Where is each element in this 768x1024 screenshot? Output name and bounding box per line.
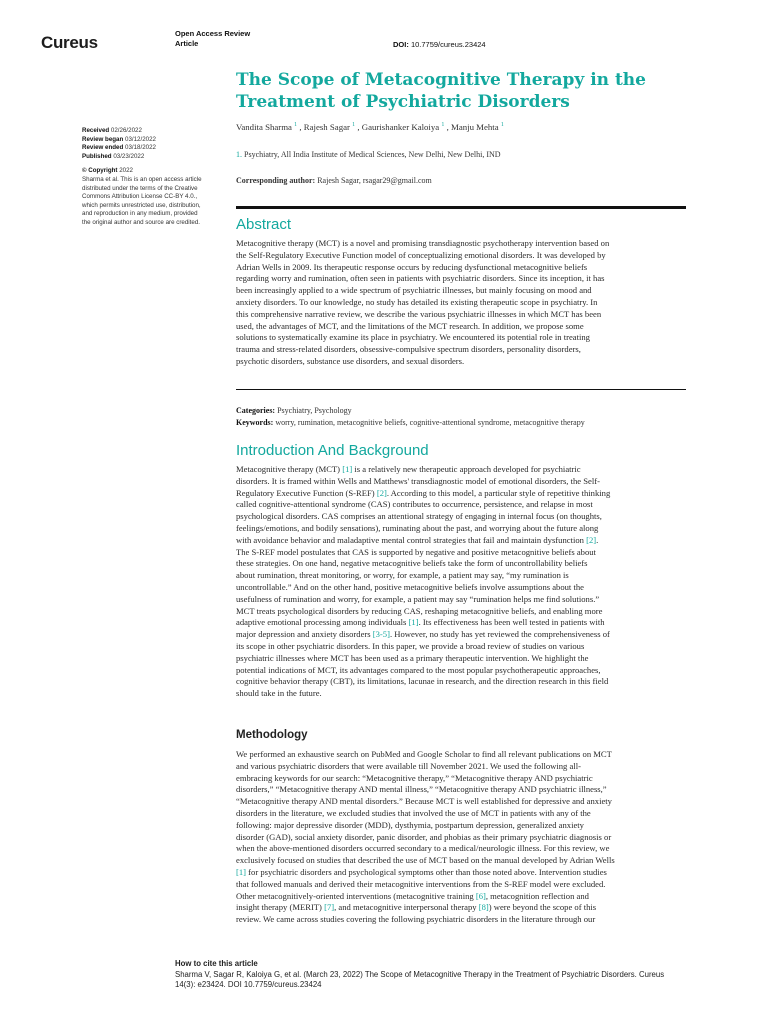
text-line: this comprehensive narrative review, we describe the various psychiatric illnesses in which MCT has been [236, 308, 602, 319]
text-line [236, 688, 686, 700]
received-row: Received 02/26/2022 [82, 127, 142, 134]
text-segment: embracing keywords for our search: “Metacognitive therapy,” “Metacognitive therapy AND psychiatric [236, 772, 593, 783]
text-line [236, 570, 686, 582]
text-segment: disorders in the literature, we excluded studies that involved the use of MCT in patients with any of the [236, 807, 591, 818]
author-name[interactable]: Gaurishanker Kaloiya [361, 122, 440, 132]
text-line: the Self-Regulatory Executive Function model of conceptualizing emotional disorders. It was developed by [236, 249, 606, 260]
divider [236, 206, 686, 209]
citation-line2: 14(3): e23424. DOI 10.7759/cureus.23424 [175, 980, 322, 989]
text-line [236, 879, 686, 891]
text-segment: review. We came across studies covering the following psychiatric disorders in the literature through our [236, 914, 596, 925]
text-segment: is a relatively new therapeutic approach developed for psychiatric [352, 464, 581, 474]
citation-heading: How to cite this article [175, 959, 258, 968]
text-segment: disorders. It is framed within Wells and Matthews' transdiagnostic model of emotional disorders, the Self- [236, 475, 600, 486]
article-type-line1: Open Access Review [175, 29, 251, 38]
text-segment: . However, no study has yet reviewed the comprehensiveness of [389, 629, 610, 640]
text-line [236, 594, 686, 606]
reference-link[interactable]: [7] [324, 902, 335, 913]
reference-link[interactable]: [2] [376, 487, 387, 498]
text-segment: psychiatric illnesses where MCT has been used as a primary therapeutic intervention. We highlight the [236, 652, 589, 663]
copyright-row: © Copyright 2022 [82, 167, 133, 175]
text-segment: with avoidance behavior and maladaptive mental control strategies that fail and maintain dysfunction [236, 534, 587, 545]
text-segment: , and metacognitive interpersonal therapy [334, 902, 479, 913]
text-segment: “Metacognitive therapy AND mental disorders.” Because MCT is well established for depressive and anxiety [236, 796, 612, 807]
text-segment: disorders,” “Metacognitive therapy AND mental illness,” “Metacognitive therapy AND psychiatric illness,” [236, 784, 607, 795]
text-segment: feelings/emotions, and bodily sensations), ruminating about the past, and worrying about the future along [236, 522, 599, 533]
author-name[interactable]: Rajesh Sagar [303, 122, 350, 132]
text-segment: , metacognition reflection and [485, 890, 589, 901]
text-line [236, 558, 686, 570]
text-segment: Metacognitive therapy (MCT) [236, 464, 343, 474]
text-segment: The S-REF model postulates that CAS is supported by negative and positive metacognitive beliefs about [236, 546, 596, 557]
text-segment: . [596, 534, 599, 545]
text-line: Metacognitive therapy (MCT) is a novel and promising transdiagnostic psychotherapy intervention based on [236, 238, 610, 248]
article-title: The Scope of Metacognitive Therapy in the Treatment of Psychiatric Disorders [236, 70, 646, 112]
abstract-heading: Abstract [236, 216, 292, 233]
text-line: been increasingly applied to a wide spectrum of psychiatric illnesses, but mainly focusing on mood and [236, 285, 592, 296]
methodology-heading: Methodology [236, 729, 308, 741]
text-line [236, 464, 686, 476]
text-line [236, 867, 686, 879]
categories: Categories: Psychiatry, Psychology [236, 406, 352, 415]
reference-link[interactable]: [1] [408, 617, 419, 628]
abstract-text [236, 238, 686, 368]
published-row: Published 03/23/2022 [82, 152, 145, 160]
introduction-heading: Introduction And Background [236, 442, 429, 459]
text-line [236, 629, 686, 641]
text-segment: that followed manuals and derived their metacognitive interventions from the S-REF model were excluded. [236, 878, 606, 889]
text-segment: We performed an exhaustive search on PubMed and Google Scholar to find all relevant publications on MCT [236, 749, 612, 759]
text-line [236, 547, 686, 559]
text-line [236, 749, 686, 761]
publication-history [82, 127, 224, 228]
text-segment: . According to this model, a particular style of repetitive thinking [386, 487, 611, 498]
text-segment: uncontrollable.” And on the other hand, positive metacognitive beliefs involve assumptions about the [236, 581, 584, 592]
text-line [236, 665, 686, 677]
text-segment: for psychiatric disorders and psychological symptoms other than those noted above. Intervention studies [246, 866, 607, 877]
text-line [236, 476, 686, 488]
text-segment: should take in the future. [236, 688, 322, 699]
text-line [236, 808, 686, 820]
affiliation: 1. Psychiatry, All India Institute of Medical Sciences, New Delhi, New Delhi, IND [236, 150, 501, 159]
text-segment: called cognitive-attentional syndrome (CAS) contributes to occurrence, persistence, and relapse in most [236, 499, 593, 510]
license-text: Sharma et al. This is an open access article distributed under the terms of the Creative Commons Attribution License CC-BY 4.0., which permits unrestricted use, distribution, and reproduction in any medium, provided the original author and source are credited. [82, 175, 202, 226]
text-segment: Other metacognitively-oriented interventions (metacognitive training [236, 890, 476, 901]
text-line [236, 523, 686, 535]
text-segment: insight therapy (MERIT) [236, 902, 325, 913]
reference-link[interactable]: [6] [475, 890, 486, 901]
text-line [236, 535, 686, 547]
text-line [236, 820, 686, 832]
text-line [236, 488, 686, 500]
reference-link[interactable]: [2] [586, 534, 597, 545]
text-segment: potential indications of MCT, its advantages compared to the most popular psychotherapeutic approaches, [236, 664, 601, 675]
reference-link[interactable]: [1] [236, 866, 247, 877]
methodology-text [236, 749, 686, 926]
text-line [236, 499, 686, 511]
text-line [236, 796, 686, 808]
text-segment: usefulness of rumination and worry, for example, a patient may say “rumination helps me find solutions.” [236, 593, 600, 604]
article-type-line2: Article [175, 39, 199, 48]
review-began-row: Review began 03/12/2022 [82, 135, 156, 143]
text-line: used, the advantages of MCT, and the limitations of the MCT research. In addition, we propose some [236, 320, 584, 331]
text-segment: disorder (GAD), social anxiety disorder, panic disorder, and phobias as their primary psychiatric diagnosis or [236, 831, 612, 842]
text-segment: major depression and anxiety disorders [236, 629, 373, 640]
author-name[interactable]: Vandita Sharma [236, 122, 292, 132]
text-line [236, 773, 686, 785]
text-segment: exclusively focused on studies that described the use of MCT based on the manual developed by Adrian Wells [236, 855, 615, 866]
text-line [236, 761, 686, 773]
text-segment: these strategies. On one hand, negative metacognitive beliefs take the form of uncontrollability beliefs [236, 558, 588, 569]
text-line [236, 891, 686, 903]
doi-label: DOI: [393, 40, 409, 49]
text-segment: adaptive emotional processing among individuals [236, 617, 409, 628]
text-segment: ) were beyond the scope of this [488, 902, 597, 913]
text-segment: Regulatory Executive Function (S-REF) [236, 487, 377, 498]
text-line: regarding worry and rumination, often seen in patients with psychiatric disorders. Since its inception, it has [236, 273, 605, 284]
text-line [236, 914, 686, 926]
author-list: Vandita Sharma $^1$ , Rajesh Sagar $^1$ , Gaurishanker Kaloiya $^1$ , Manju Mehta $^1$ [236, 122, 504, 132]
citation-line1: Sharma V, Sagar R, Kaloiya G, et al. (March 23, 2022) The Scope of Metacognitive Therapy in the Treatment of Psychiatric Disorders. Cureus [175, 969, 665, 979]
text-line [236, 832, 686, 844]
text-segment: . Its effectiveness has been well tested in patients with [418, 617, 605, 628]
text-line [236, 843, 686, 855]
text-line [236, 784, 686, 796]
text-line [236, 582, 686, 594]
text-line [236, 653, 686, 665]
text-line [236, 511, 686, 523]
text-line [236, 676, 686, 688]
text-segment: psychological disorders. CAS comprises an attentional strategy of engaging in internal focus (on thoughts, [236, 511, 602, 522]
text-segment: about rumination, threat monitoring, or worry, for example, a patient may say, “my rumination is [236, 570, 569, 581]
reference-link[interactable]: [1] [342, 464, 353, 474]
text-segment: cognitive behavior therapy (CBT), its limitations, lacunae in research, and the direction research in this field [236, 676, 609, 687]
introduction-text [236, 464, 686, 700]
text-line: solutions to systematically examine its place in psychiatry. We encountered its potential role in treating [236, 332, 590, 343]
article-type [175, 29, 250, 49]
author-name[interactable]: Manju Mehta [451, 122, 499, 132]
text-line [236, 606, 686, 618]
review-ended-row: Review ended 03/18/2022 [82, 144, 156, 152]
doi [393, 40, 486, 49]
text-segment: following: major depressive disorder (MDD), dysthymia, postpartum depression, generalized anxiety [236, 819, 584, 830]
text-line [236, 902, 686, 914]
text-segment: when the above-mentioned disorders occurred secondary to a medical/neurologic illness. For this review, we [236, 843, 610, 854]
text-line: trauma and stress-related disorders, obsessive-compulsive spectrum disorders, personality disorders, [236, 344, 581, 355]
divider [236, 389, 686, 390]
text-segment: MCT treats psychological disorders by reducing CAS, reshaping metacognitive beliefs, and enabling more [236, 605, 603, 616]
text-segment: its scope in other psychiatric disorders. In this paper, we provide a broad review of studies on various [236, 640, 585, 651]
text-segment: and various psychiatric disorders that were available till November 2021. We used the following all- [236, 760, 581, 771]
doi-value[interactable]: 10.7759/cureus.23424 [410, 40, 486, 49]
corresponding-author: Corresponding author: Rajesh Sagar, rsagar29@gmail.com [236, 176, 432, 185]
text-line [236, 855, 686, 867]
journal-logo[interactable]: Cureus [41, 33, 98, 52]
text-line [236, 641, 686, 653]
reference-link[interactable]: [8] [478, 902, 489, 913]
reference-link[interactable]: [3-5] [372, 629, 390, 640]
text-line [236, 617, 686, 629]
text-line: Adrian Wells in 2009. Its therapeutic response occurs by reducing dysfunctional metacognitive beliefs [236, 261, 588, 272]
text-line: psychotic disorders, substance use disorders, and sexual disorders. [236, 355, 465, 366]
citation-footer [175, 959, 695, 991]
keywords: Keywords: worry, rumination, metacognitive beliefs, cognitive-attentional syndrome, metacognitive therapy [236, 418, 585, 427]
text-line: anxiety disorders. To our knowledge, no study has detailed its existing therapeutic scope in psychiatry. In [236, 296, 598, 307]
